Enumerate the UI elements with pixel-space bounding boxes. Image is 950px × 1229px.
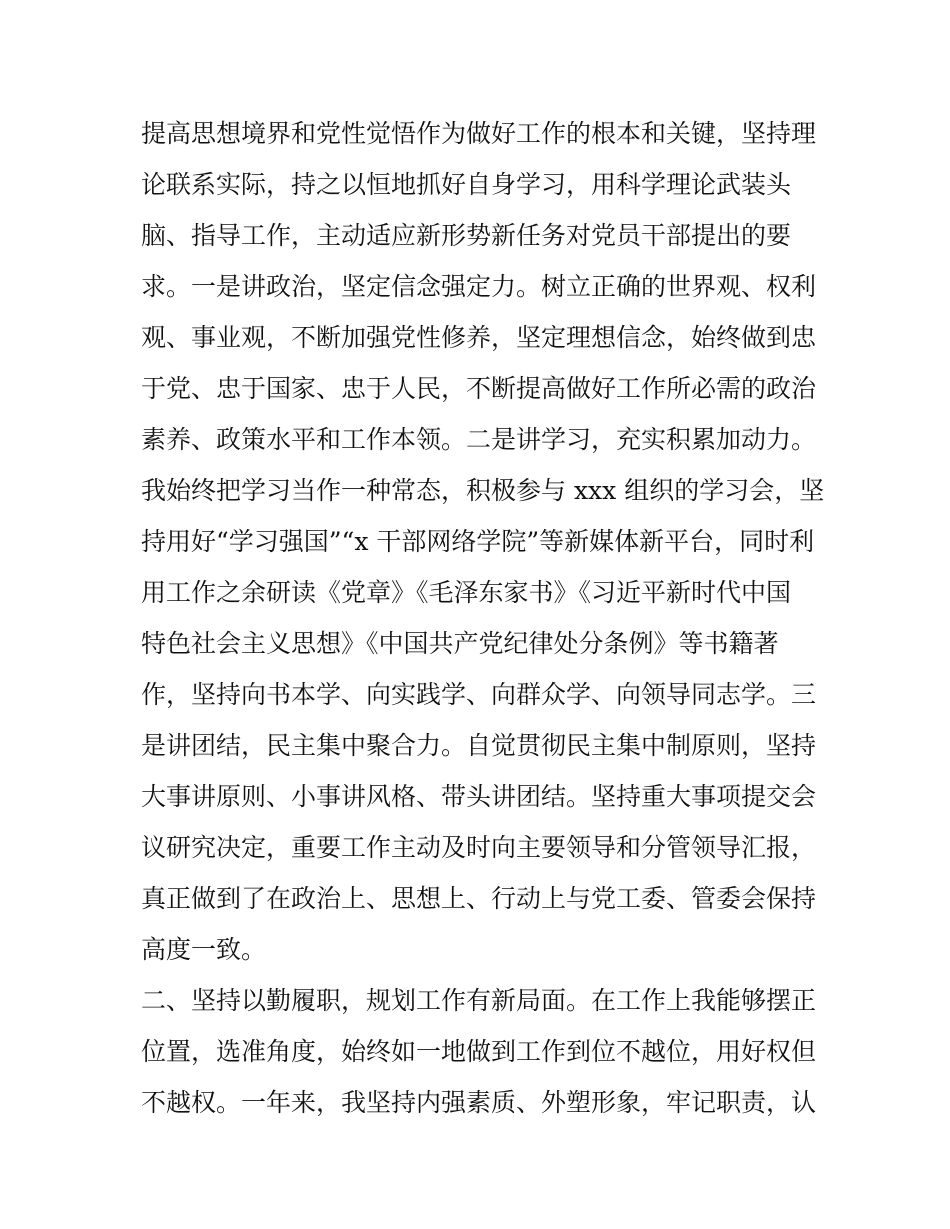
- text-line: 特色社会主义思想》《中国共产党纪律处分条例》等书籍著: [141, 629, 779, 658]
- text-line: 提高思想境界和党性觉悟作为做好工作的根本和关键，坚持理: [141, 119, 817, 148]
- text-line: 脑、指导工作，主动适应新形势新任务对党员干部提出的要: [141, 221, 792, 250]
- text-line: 大事讲原则、小事讲风格、带头讲团结。坚持重大事项提交会: [141, 782, 817, 811]
- text-line: 不越权。一年来，我坚持内强素质、外塑形象，牢记职责，认: [141, 1088, 817, 1117]
- body-text: [141, 108, 825, 1128]
- text-line: 是讲团结，民主集中聚合力。自觉贯彻民主集中制原则，坚持: [141, 731, 817, 760]
- text-line: 素养、政策水平和工作本领。二是讲学习，充实积累加动力。: [141, 425, 817, 454]
- text-line: 求。一是讲政治，坚定信念强定力。树立正确的世界观、权利: [141, 272, 817, 301]
- text-line: 我始终把学习当作一种常态，积极参与 xxx 组织的学习会，坚: [141, 476, 825, 505]
- text-line: 持用好“学习强国”“x 干部网络学院”等新媒体新平台，同时利: [141, 527, 815, 556]
- text-line: 高度一致。: [141, 935, 267, 964]
- text-line: 二、坚持以勤履职，规划工作有新局面。在工作上我能够摆正: [141, 986, 817, 1015]
- text-line: 用工作之余研读《党章》《毛泽东家书》《习近平新时代中国: [141, 578, 792, 607]
- text-line: 位置，选准角度，始终如一地做到工作到位不越位，用好权但: [141, 1037, 817, 1066]
- text-line: 观、事业观，不断加强党性修养，坚定理想信念，始终做到忠: [141, 323, 817, 352]
- text-line: 作，坚持向书本学、向实践学、向群众学、向领导同志学。三: [141, 680, 817, 709]
- text-line: 议研究决定，重要工作主动及时向主要领导和分管领导汇报，: [141, 833, 817, 862]
- text-line: 于党、忠于国家、忠于人民，不断提高做好工作所必需的政治: [141, 374, 817, 403]
- text-line: 真正做到了在政治上、思想上、行动上与党工委、管委会保持: [141, 884, 817, 913]
- text-line: 论联系实际，持之以恒地抓好自身学习，用科学理论武装头: [141, 170, 792, 199]
